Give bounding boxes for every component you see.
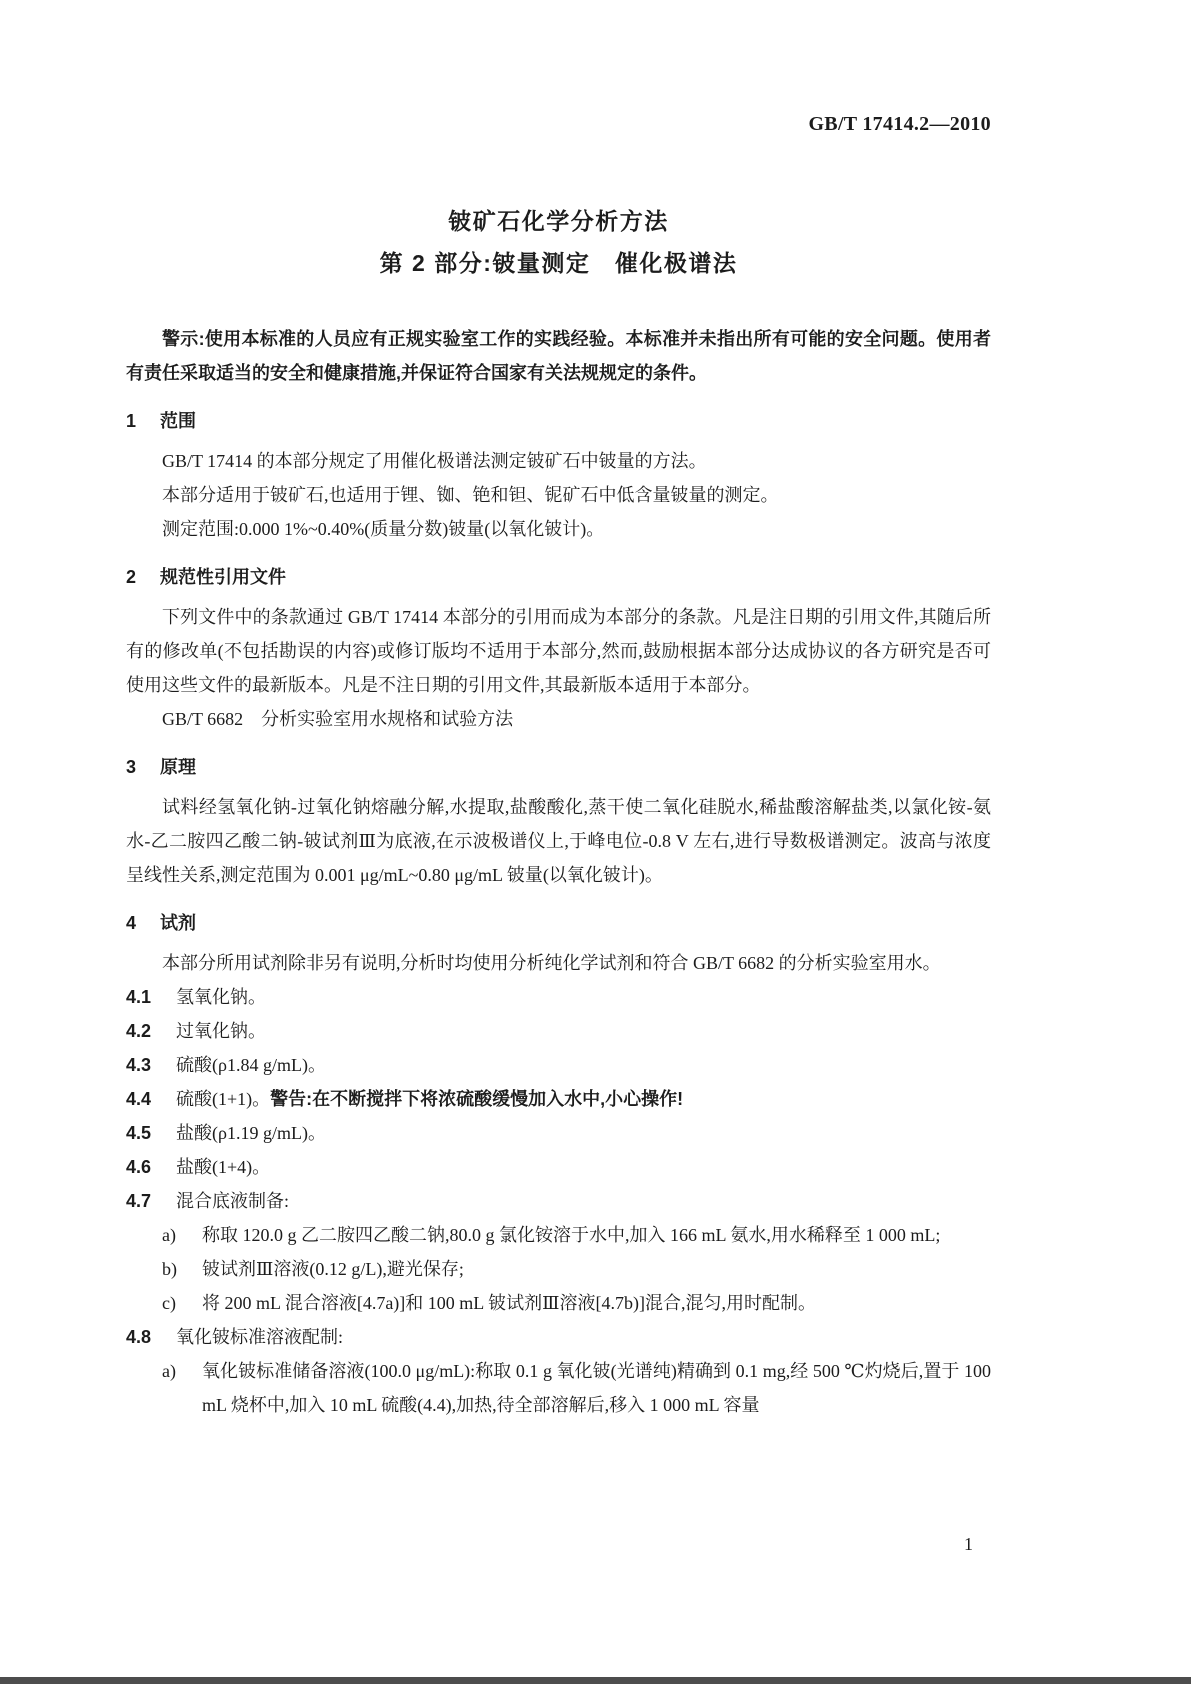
doc-title-line2: 第 2 部分:铍量测定 催化极谱法 [379, 250, 738, 276]
clause-4-1-number: 4.1 [126, 987, 152, 1007]
section-1-paragraph-1: GB/T 17414 的本部分规定了用催化极谱法测定铍矿石中铍量的方法。 [162, 451, 707, 471]
clause-4-8-text: 氧化铍标准溶液配制: [176, 1327, 344, 1347]
clause-4-7-sub-a-text: 称取 120.0 g 乙二胺四乙酸二钠,80.0 g 氯化铵溶于水中,加入 166 mL 氨水,用水稀释至 1 000 mL; [202, 1225, 941, 1245]
clause-4-4-warning: 警告:在不断搅拌下将浓硫酸缓慢加入水中,小心操作! [270, 1089, 684, 1109]
clause-4-7-text: 混合底液制备: [176, 1191, 290, 1211]
section-2-heading [126, 560, 991, 594]
doc-title-line1: 铍矿石化学分析方法 [448, 208, 669, 234]
section-3-paragraph-1: 试料经氢氧化钠-过氧化钠熔融分解,水提取,盐酸酸化,蒸干使二氧化硅脱水,稀盐酸溶解盐类,以氯化铵-氨水-乙二胺四乙酸二钠-铍试剂Ⅲ为底液,在示波极谱仪上,于峰电位-0.8 V 左右,进行导数极谱测定。波高与浓度呈线性关系,测定范围为 0.001 μg/mL~0.80 μg/mL 铍量(以氧化铍计)。 [126, 797, 991, 885]
section-1-heading [126, 404, 991, 438]
clause-4-6-text: 盐酸(1+4)。 [176, 1157, 271, 1177]
section-4-intro: 本部分所用试剂除非另有说明,分析时均使用分析纯化学试剂和符合 GB/T 6682 的分析实验室用水。 [162, 953, 941, 973]
section-1-title: 范围 [160, 411, 196, 431]
clause-4-7-sub-a-label: a) [162, 1225, 176, 1245]
clause-4-1-text: 氢氧化钠。 [176, 987, 266, 1007]
clause-4-1 [126, 980, 991, 1014]
clause-4-6 [126, 1150, 991, 1184]
clause-4-8-sub-a-text: 氧化铍标准储备溶液(100.0 μg/mL):称取 0.1 g 氧化铍(光谱纯)精确到 0.1 mg,经 500 ℃灼烧后,置于 100 mL 烧杯中,加入 10 mL 硫酸(4.4),加热,待全部溶解后,移入 1 000 mL 容量 [202, 1361, 991, 1415]
clause-4-5-text: 盐酸(ρ1.19 g/mL)。 [176, 1123, 326, 1143]
clause-4-7-number: 4.7 [126, 1191, 152, 1211]
clause-4-8-sub-a [126, 1354, 991, 1422]
clause-4-5 [126, 1116, 991, 1150]
clause-4-5-number: 4.5 [126, 1123, 152, 1143]
clause-4-7-sub-b [126, 1252, 991, 1286]
clause-4-3 [126, 1048, 991, 1082]
section-4-heading [126, 906, 991, 940]
section-2-title: 规范性引用文件 [160, 567, 286, 587]
clause-4-8 [126, 1320, 991, 1354]
section-2-paragraph-1: 下列文件中的条款通过 GB/T 17414 本部分的引用而成为本部分的条款。凡是注日期的引用文件,其随后所有的修改单(不包括勘误的内容)或修订版均不适用于本部分,然而,鼓励根据本部分达成协议的各方研究是否可使用这些文件的最新版本。凡是不注日期的引用文件,其最新版本适用于本部分。 [126, 607, 991, 695]
section-1-paragraph-2: 本部分适用于铍矿石,也适用于锂、铷、铯和钽、铌矿石中低含量铍量的测定。 [162, 485, 779, 505]
clause-4-4-number: 4.4 [126, 1089, 152, 1109]
page-number: 1 [964, 1534, 973, 1554]
section-3-heading [126, 750, 991, 784]
title-block [126, 200, 991, 284]
section-3-title: 原理 [160, 757, 196, 777]
clause-4-7-sub-b-label: b) [162, 1259, 177, 1279]
clause-4-7-sub-c-label: c) [162, 1293, 176, 1313]
clause-4-7-sub-c-text: 将 200 mL 混合溶液[4.7a)]和 100 mL 铍试剂Ⅲ溶液[4.7b)]混合,混匀,用时配制。 [202, 1293, 816, 1313]
section-1-number: 1 [126, 411, 137, 431]
clause-4-4 [126, 1082, 991, 1116]
clause-4-3-number: 4.3 [126, 1055, 152, 1075]
section-2-reference-1: GB/T 6682 分析实验室用水规格和试验方法 [162, 709, 514, 729]
clause-4-7-sub-c [126, 1286, 991, 1320]
clause-4-2-number: 4.2 [126, 1021, 152, 1041]
standard-number: GB/T 17414.2—2010 [808, 113, 991, 135]
clause-4-8-number: 4.8 [126, 1327, 152, 1347]
clause-4-7 [126, 1184, 991, 1218]
section-3-number: 3 [126, 757, 137, 777]
clause-4-3-text: 硫酸(ρ1.84 g/mL)。 [176, 1055, 326, 1075]
clause-4-8-sub-a-label: a) [162, 1361, 176, 1381]
clause-4-2-text: 过氧化钠。 [176, 1021, 266, 1041]
clause-4-7-sub-a [126, 1218, 991, 1252]
section-4-title: 试剂 [160, 913, 196, 933]
section-1-paragraph-3: 测定范围:0.000 1%~0.40%(质量分数)铍量(以氧化铍计)。 [162, 519, 605, 539]
scan-edge-artifact [0, 1677, 1191, 1684]
section-4-number: 4 [126, 913, 137, 933]
warning-statement: 警示:使用本标准的人员应有正规实验室工作的实践经验。本标准并未指出所有可能的安全问题。使用者有责任采取适当的安全和健康措施,并保证符合国家有关法规规定的条件。 [126, 329, 991, 383]
clause-4-6-number: 4.6 [126, 1157, 152, 1177]
clause-4-7-sub-b-text: 铍试剂Ⅲ溶液(0.12 g/L),避光保存; [202, 1259, 464, 1279]
clause-4-2 [126, 1014, 991, 1048]
clause-4-4-text-normal: 硫酸(1+1)。 [176, 1089, 271, 1109]
section-2-number: 2 [126, 567, 137, 587]
clause-4-4-text [176, 1082, 991, 1116]
